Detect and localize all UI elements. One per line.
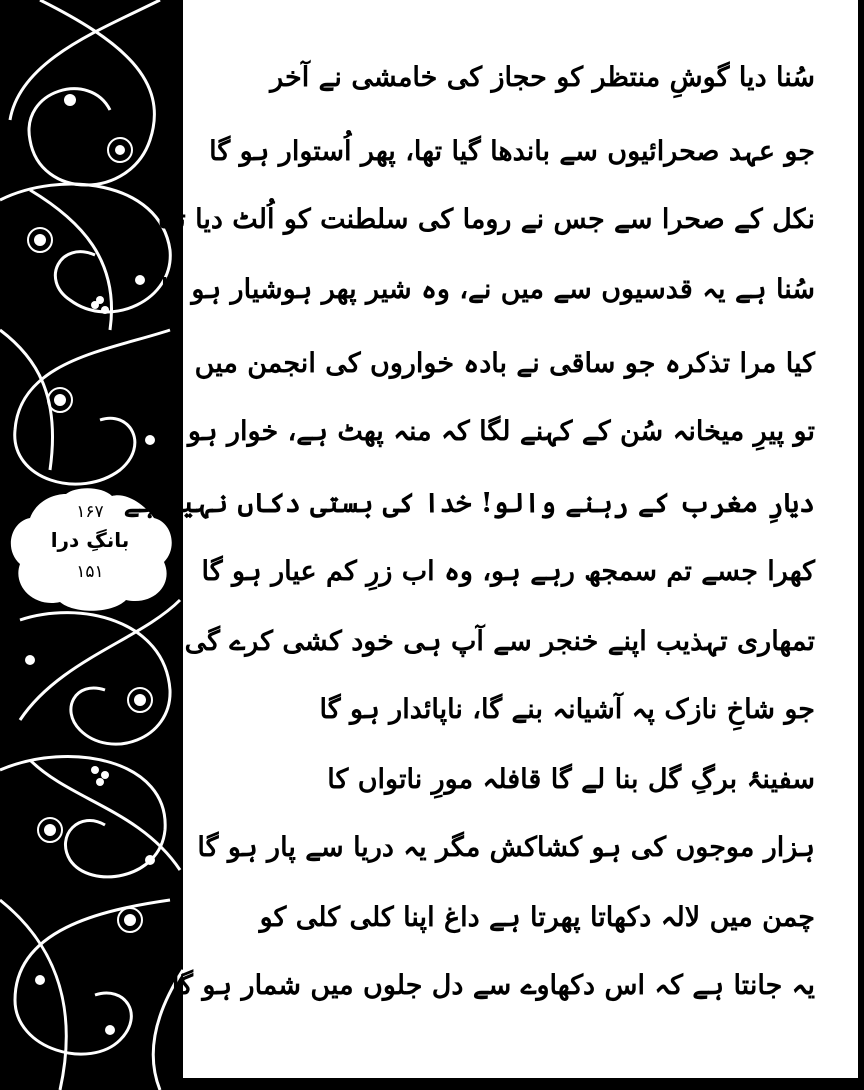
page-edge-right xyxy=(858,0,864,1090)
page-number-bottom: ۱۵۱ xyxy=(76,562,104,582)
verse-line: سُنا دیا گوشِ منتظر کو حجاز کی خامشی نے آخر xyxy=(270,62,815,93)
verse-line: نکل کے صحرا سے جس نے روما کی سلطنت کو اُلٹ دیا تھا xyxy=(157,204,815,235)
verse-line: سفینۂ برگِ گل بنا لے گا قافلہ مورِ ناتواں کا xyxy=(327,764,815,795)
verse-line: تو پیرِ میخانہ سُن کے کہنے لگا کہ منہ پھٹ ہے، خوار ہو گا xyxy=(157,416,815,447)
verse-line: جو عہد صحرائیوں سے باندھا گیا تھا، پھر اُستوار ہو گا xyxy=(209,136,815,167)
verse-line: تمھاری تہذیب اپنے خنجر سے آپ ہی خود کشی کرے گی xyxy=(184,626,815,657)
verse-line: جو شاخِ نازک پہ آشیانہ بنے گا، ناپائدار ہو گا xyxy=(319,694,815,725)
decorative-border xyxy=(0,0,183,1090)
page-edge-bottom xyxy=(183,1078,864,1090)
verse-line: یہ جانتا ہے کہ اس دکھاوے سے دل جلوں میں شمار ہو گا xyxy=(171,970,815,1001)
verse-line: دیارِ مغرب کے رہنے والو! خدا کی بستی دکاں نہیں ہے xyxy=(123,488,815,519)
verse-line: چمن میں لالہ دکھاتا پھرتا ہے داغ اپنا کلی کلی کو xyxy=(259,902,815,933)
verse-line: کھرا جسے تم سمجھ رہے ہو، وہ اب زرِ کم عیار ہو گا xyxy=(201,556,815,587)
page-number-top: ۱۶۷ xyxy=(76,502,104,522)
verse-line: سُنا ہے یہ قدسیوں سے میں نے، وہ شیر پھر ہوشیار ہو گا xyxy=(160,274,815,305)
verse-line: ہزار موجوں کی ہو کشاکش مگر یہ دریا سے پار ہو گا xyxy=(197,832,815,863)
book-title: بانگِ درا xyxy=(50,528,130,552)
verse-line: کیا مرا تذکرہ جو ساقی نے بادہ خواروں کی انجمن میں xyxy=(194,348,815,379)
